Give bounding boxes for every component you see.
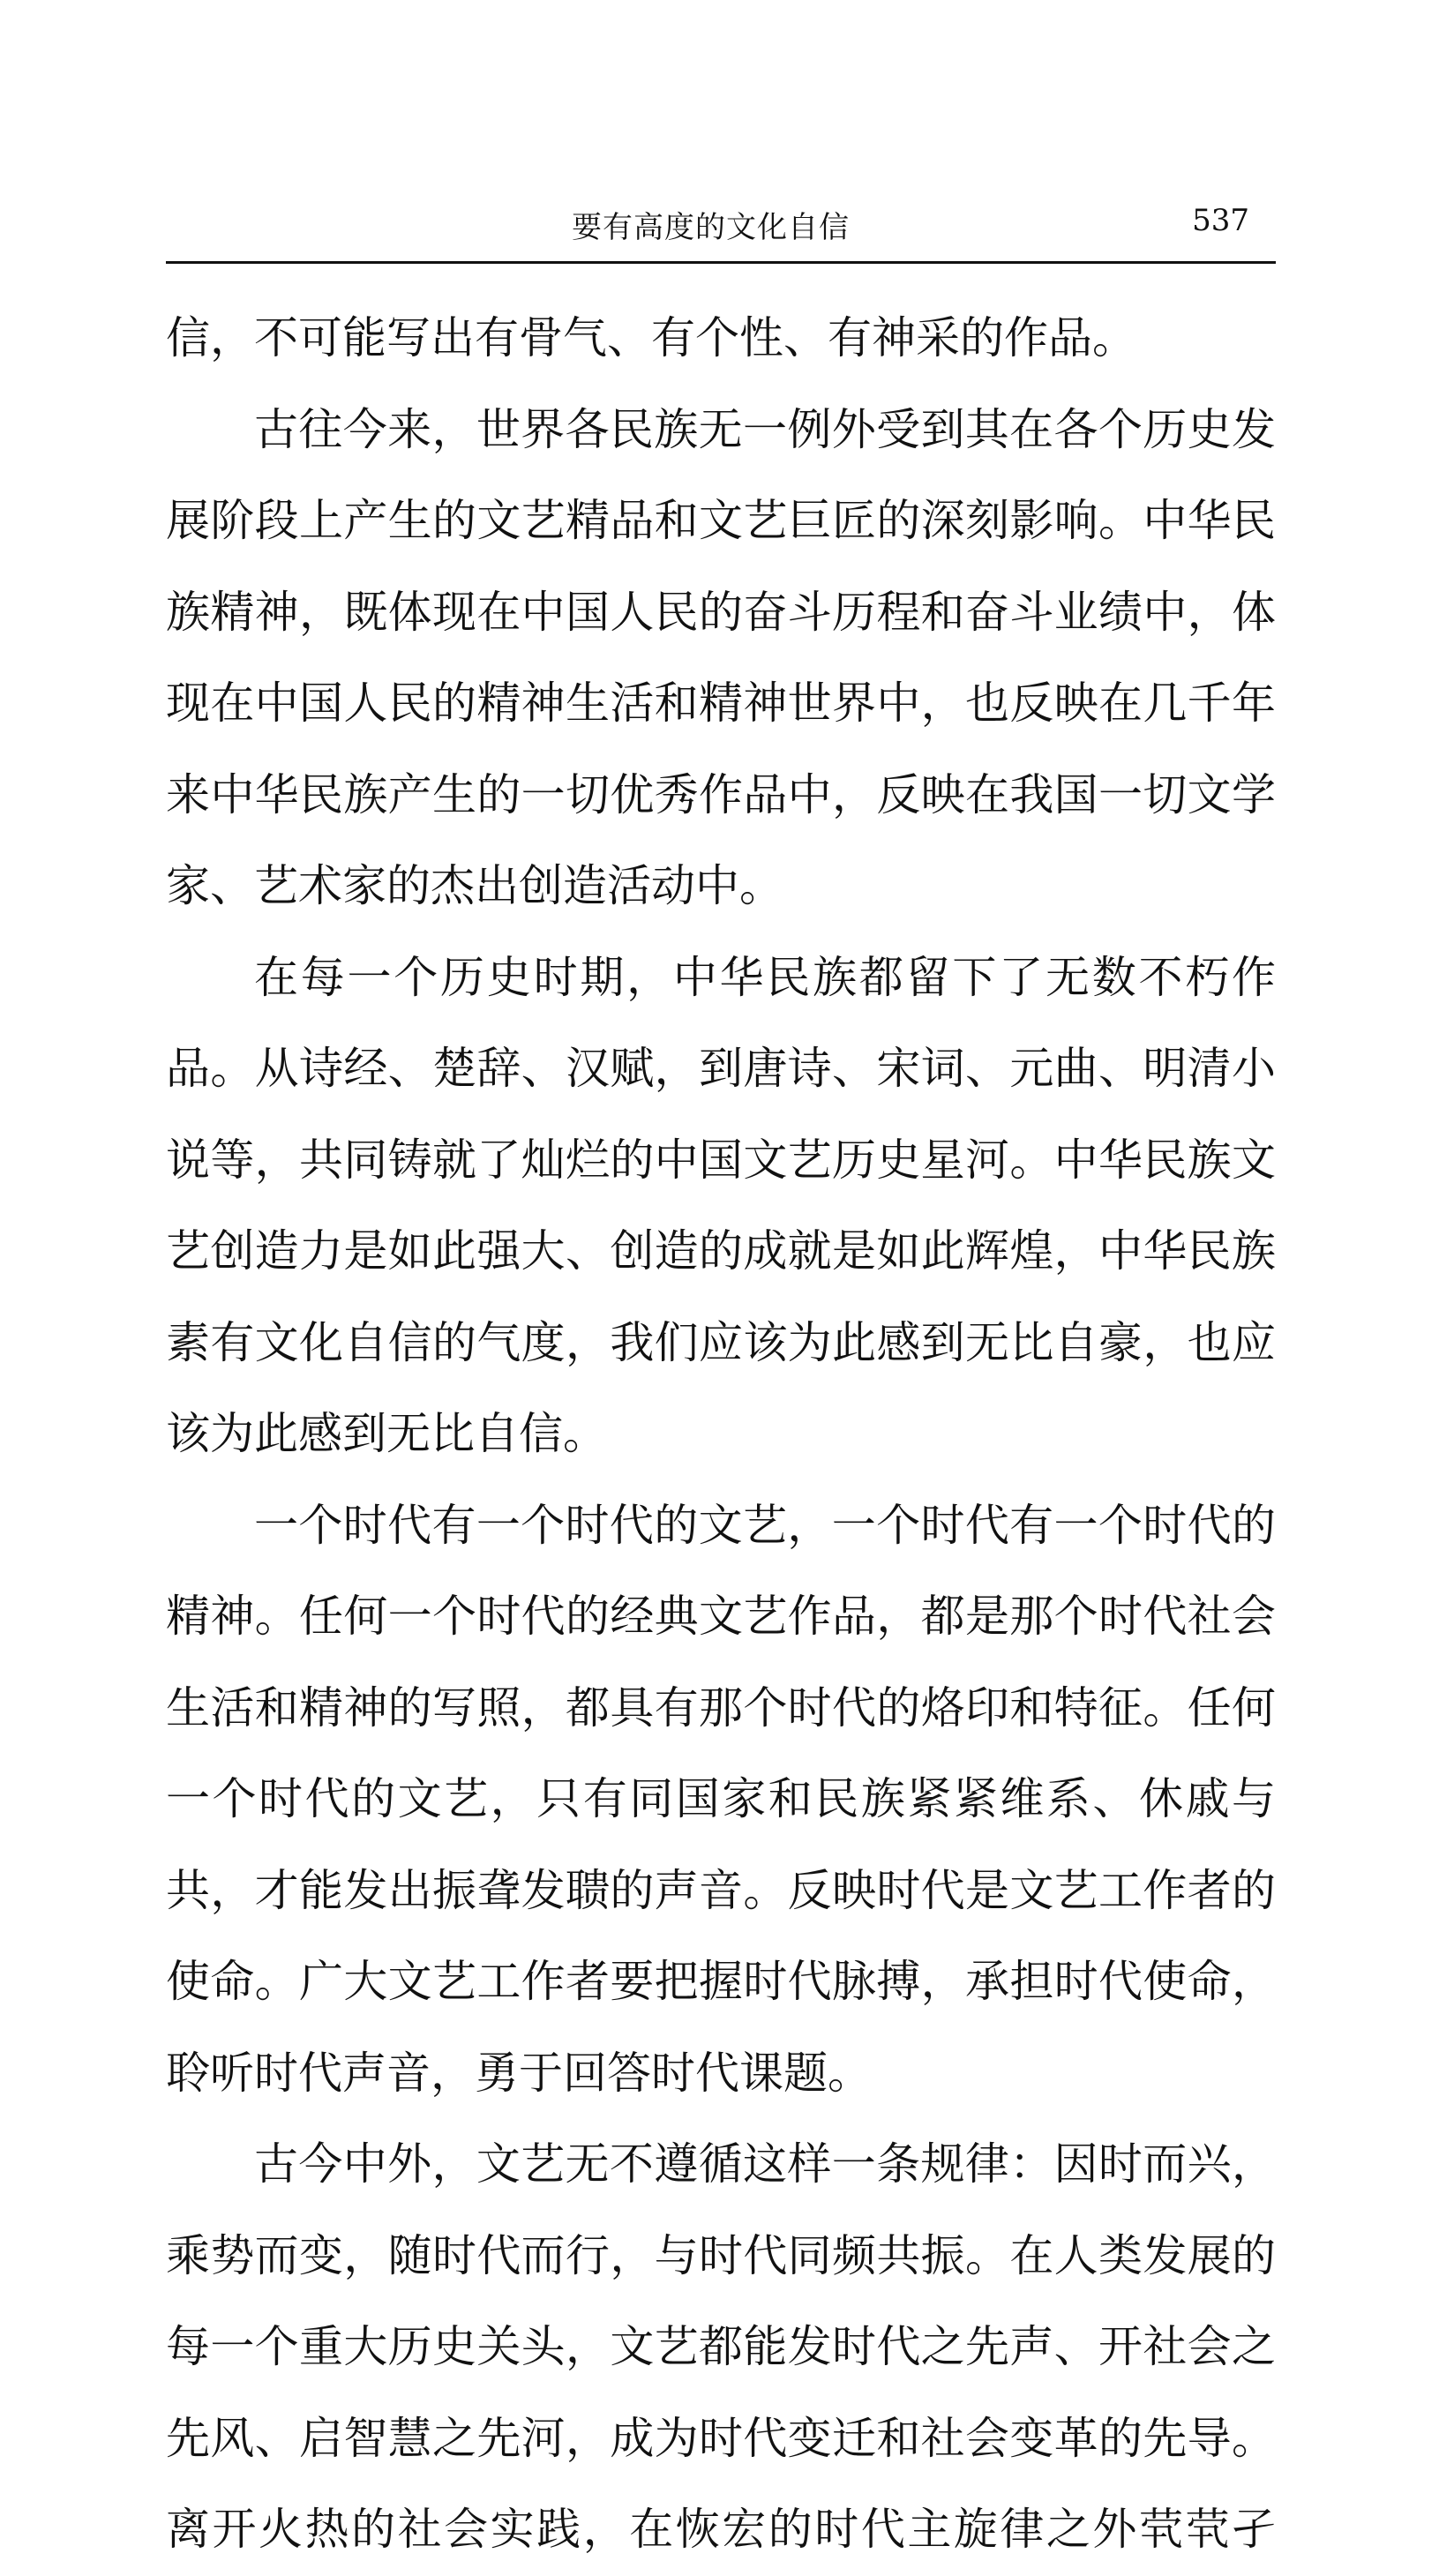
page-number: 537: [1192, 203, 1249, 238]
text-line: 族精神，既体现在中国人民的奋斗历程和奋斗业绩中，体: [166, 586, 1276, 638]
text-line: 离开火热的社会实践，在恢宏的时代主旋律之外茕茕孑: [166, 2504, 1276, 2555]
text-line: 每一个重大历史关头，文艺都能发时代之先声、开社会之: [166, 2321, 1276, 2372]
text-line: 生活和精神的写照，都具有那个时代的烙印和特征。任何: [166, 1681, 1276, 1734]
header-rule: [166, 261, 1276, 264]
text-line: 一个时代有一个时代的文艺，一个时代有一个时代的: [254, 1499, 1276, 1551]
text-line: 素有文化自信的气度，我们应该为此感到无比自豪，也应: [166, 1316, 1276, 1368]
text-line: 古往今来，世界各民族无一例外受到其在各个历史发: [254, 403, 1276, 455]
text-line: 使命。广大文艺工作者要把握时代脉搏，承担时代使命，: [166, 1956, 1276, 2007]
text-line: 艺创造力是如此强大、创造的成就是如此辉煌，中华民族: [166, 1225, 1276, 1277]
text-line: 家、艺术家的杰出创造活动中。: [166, 860, 783, 911]
text-line: 信，不可能写出有骨气、有个性、有神采的作品。: [166, 312, 1136, 363]
text-line: 先风、启智慧之先河，成为时代变迁和社会变革的先导。: [166, 2412, 1276, 2464]
text-line: 聆听时代声音，勇于回答时代课题。: [166, 2047, 872, 2099]
text-line: 精神。任何一个时代的经典文艺作品，都是那个时代社会: [166, 1591, 1276, 1642]
text-line: 一个时代的文艺，只有同国家和民族紧紧维系、休戚与: [166, 1773, 1276, 1824]
running-title: 要有高度的文化自信: [572, 210, 850, 245]
text-line: 展阶段上产生的文艺精品和文艺巨匠的深刻影响。中华民: [166, 495, 1276, 546]
text-line: 乘势而变，随时代而行，与时代同频共振。在人类发展的: [166, 2229, 1276, 2281]
text-line: 来中华民族产生的一切优秀作品中，反映在我国一切文学: [166, 768, 1276, 820]
text-line: 现在中国人民的精神生活和精神世界中，也反映在几千年: [166, 678, 1276, 729]
body-text: [166, 293, 1276, 2555]
text-line: 该为此感到无比自信。: [166, 1408, 607, 1459]
text-line: 说等，共同铸就了灿烂的中国文艺历史星河。中华民族文: [166, 1134, 1276, 1186]
text-line: 品。从诗经、楚辞、汉赋，到唐诗、宋词、元曲、明清小: [166, 1043, 1276, 1094]
running-header: [166, 196, 1276, 258]
text-line: 共，才能发出振聋发聩的声音。反映时代是文艺工作者的: [166, 1864, 1276, 1916]
text-line: 古今中外，文艺无不遵循这样一条规律：因时而兴，: [254, 2138, 1276, 2190]
text-line: 在每一个历史时期，中华民族都留下了无数不朽作: [254, 951, 1276, 1003]
